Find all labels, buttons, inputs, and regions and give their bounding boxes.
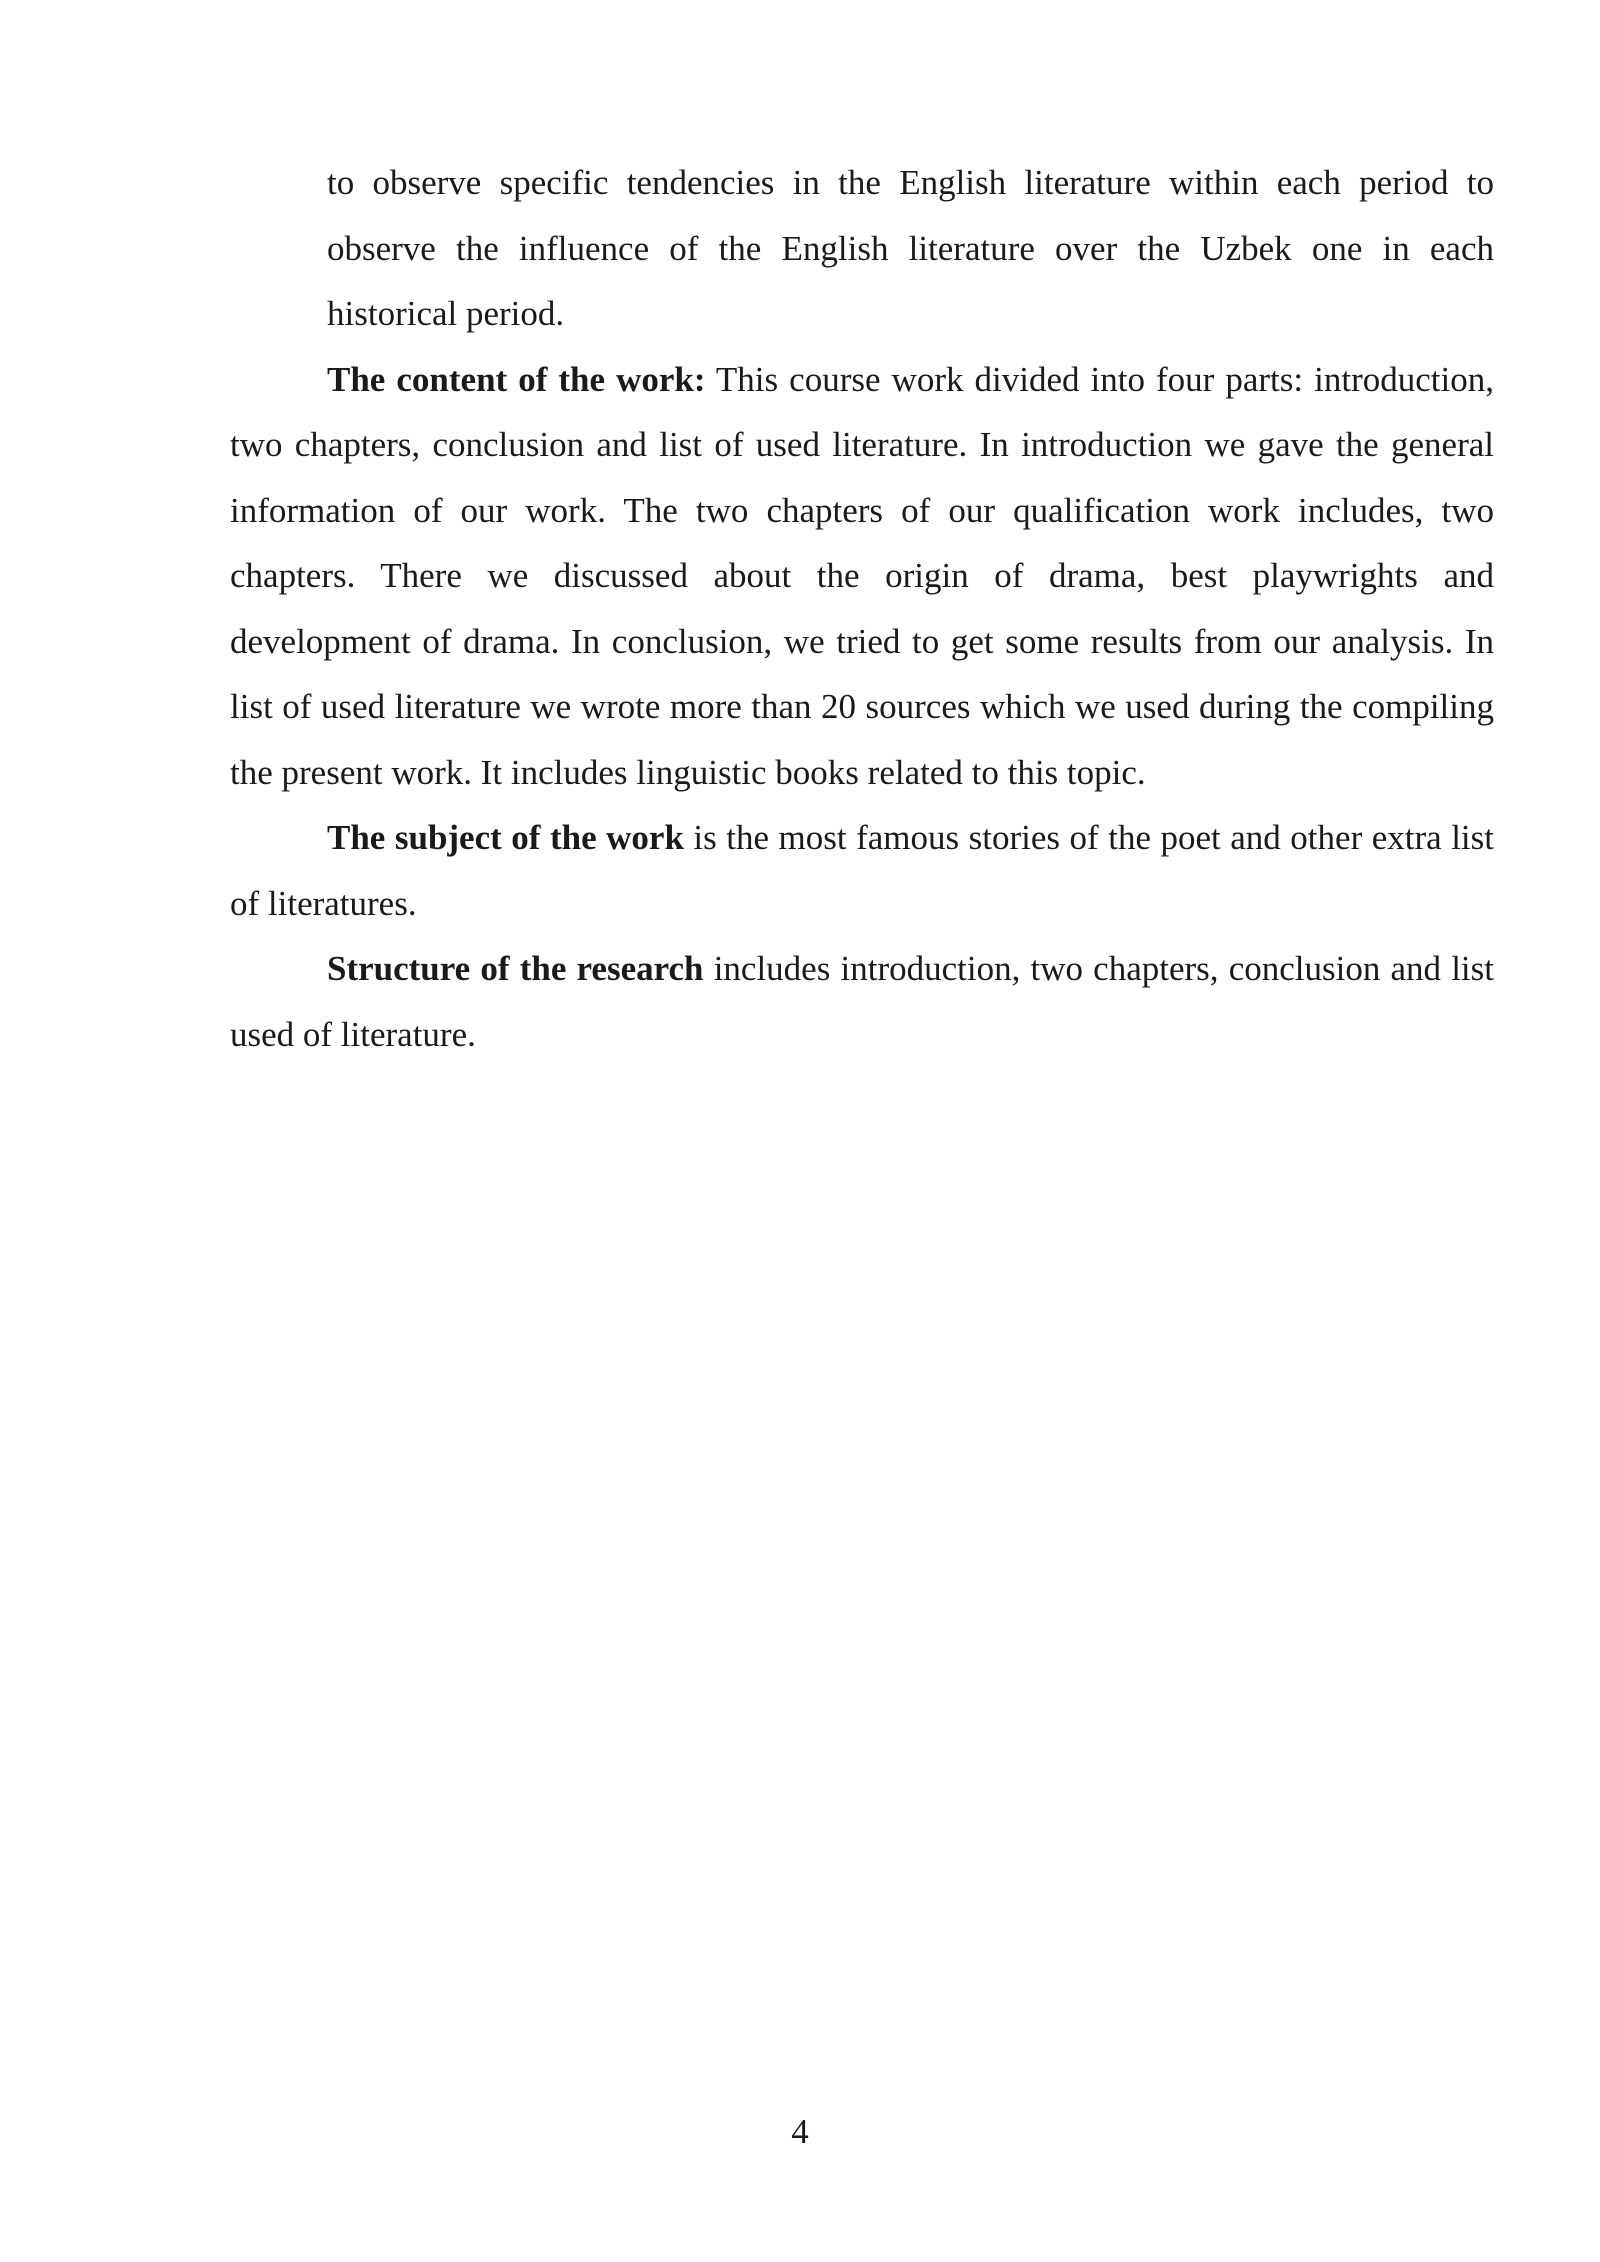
paragraph-structure-of-research	[230, 936, 1494, 1067]
paragraph-content-of-work	[230, 347, 1494, 806]
body-text	[230, 150, 1494, 1067]
paragraph-text: is the most famous stories of the poet and other extra list of literatures.	[230, 818, 1494, 923]
paragraph-text: includes introduction, two chapters, conclusion and list used of literature.	[230, 949, 1494, 1054]
paragraph-text: This course work divided into four parts: introduction, two chapters, conclusion and list of used literature. In introduction we gave the general information of our work. The two chapters of our qualification work includes, two chapters. There we discussed about the origin of drama, best playwrights and development of drama. In conclusion, we tried to get some results from our analysis. In list of used literature we wrote more than 20 sources which we used during the compiling the present work. It includes linguistic books related to this topic.	[230, 359, 1494, 792]
paragraph-lead-heading: The content of the work:	[327, 359, 706, 399]
page-number: 4	[791, 2112, 809, 2151]
paragraph-objective-continuation	[327, 150, 1494, 347]
paragraph-lead-heading: The subject of the work	[327, 818, 684, 857]
paragraph-text: to observe specific tendencies in the English literature within each period to observe the influence of the English literature over the Uzbek one in each historical period.	[327, 163, 1494, 333]
paragraph-lead-heading: Structure of the research	[327, 949, 704, 988]
paragraph-subject-of-work	[230, 805, 1494, 936]
